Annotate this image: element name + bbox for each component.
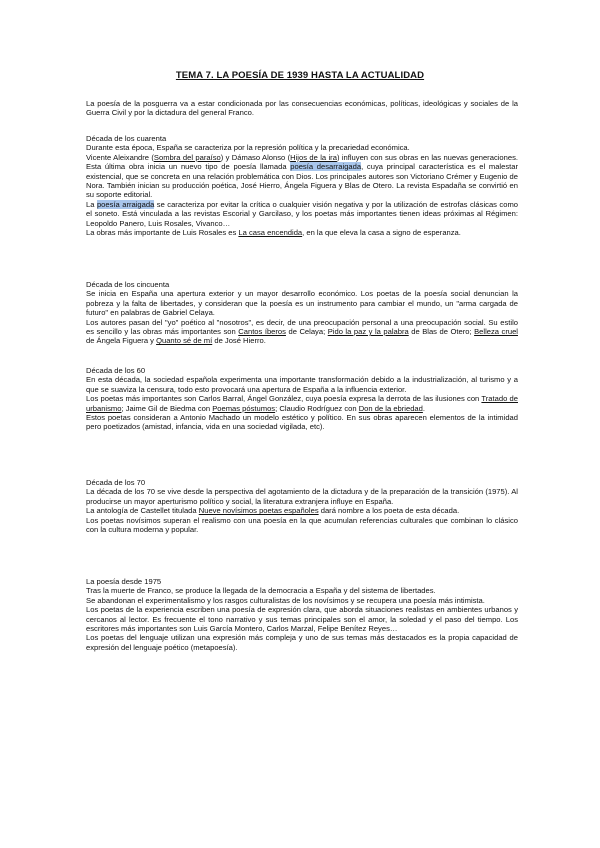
paragraph: Vicente Aleixandre (Sombra del paraíso) y Dámaso Alonso (Hijos de la ira) influyen con sus obras en las nuevas generaciones. Esta última obra inicia un nuevo tipo de poesía llamada poesía desarraigada, cuya principal característica es el malestar existencial, que se concreta en una relación problemática con Dios. Los principales autores son Victoriano Crémer y Eugenio de Nora. También inician su producción poética, José Hierro, Ángela Figuera y Blas de Otero. La revista Espadaña se convirtió en su soporte editorial.: [86, 152, 518, 200]
work-title: Poemas póstumos: [212, 403, 276, 413]
paragraph: La poesía arraigada se caracteriza por evitar la crítica o cualquier visión negativa y por la utilización de estrofas clásicas como el soneto. Está vinculada a las revistas Escorial y Garcilaso, y los poetas más importantes tienen ideas próximas al Régimen: Leopoldo Panero, Luis Rosales, Vivanco…: [86, 199, 519, 228]
paragraph: La obras más importante de Luis Rosales es La casa encendida, en la que eleva la casa a signo de esperanza.: [86, 228, 461, 238]
paragraph: Estos poetas consideran a Antonio Machado un modelo estético y político. En sus obras aparecen elementos de la intimidad pero poetizados (amistad, infancia, vida en una sociedad vigilada, etc).: [86, 413, 518, 432]
section-heading: Década de los 70: [86, 478, 146, 487]
work-title: Cantos íberos: [238, 327, 286, 337]
section-heading: Década de los 60: [86, 366, 146, 375]
paragraph: La antología de Castellet titulada Nueve novísimos poetas españoles dará nombre a los poeta de esta década.: [86, 506, 460, 516]
section-70s: [86, 478, 518, 534]
work-title: Belleza cruel: [474, 327, 518, 337]
paragraph: Los poetas novísimos superan el realismo con una poesía en la que acumulan referencias culturales que combinan lo clásico con la cultura moderna y popular.: [86, 515, 518, 535]
work-title: Tratado de urbanismo: [86, 394, 518, 413]
paragraph: Durante esta época, España se caracteriza por la represión política y la precariedad económica.: [86, 143, 410, 153]
work-title: Quanto sé de mí: [156, 336, 213, 346]
section-heading: Década de los cincuenta: [86, 280, 170, 289]
section-40s: [86, 134, 518, 237]
work-title: Sombra del paraíso: [153, 152, 221, 162]
paragraph: Los poetas más importantes son Carlos Barral, Ángel González, cuya poesía expresa la derrota de las ilusiones con Tratado de urbanismo; Jaime Gil de Biedma con Poemas póstumos; Claudio Rodríguez con Don de la ebriedad.: [86, 394, 518, 413]
work-title: La casa encendida: [238, 228, 303, 238]
highlighted-term: poesía desarraigada: [290, 162, 362, 172]
intro-paragraph: La poesía de la posguerra va a estar condicionada por las consecuencias económicas, políticas, ideológicas y sociales de la Guerra Civil y por la dictadura del general Franco.: [86, 99, 518, 118]
section-heading: La poesía desde 1975: [86, 577, 162, 586]
work-title: Don de la ebriedad: [358, 403, 423, 413]
intro-section: [86, 99, 518, 118]
section-since-1975: [86, 577, 518, 652]
paragraph: Los poetas del lenguaje utilizan una expresión más compleja y uno de sus temas más destacados es la propia capacidad de expresión del lenguaje poético (metapoesía).: [86, 633, 518, 652]
paragraph: Los poetas de la experiencia escriben una poesía de expresión clara, que aborda situaciones realistas en ambientes urbanos y cercanos al lector. Es frecuente el tono narrativo y sus temas principales son el amor, la soledad y el paso del tiempo. Los escritores más importantes son Luis García Montero, Carlos Marzal, Felipe Benítez Reyes…: [86, 605, 518, 634]
work-title: Hijos de la ira: [290, 152, 337, 162]
section-heading: Década de los cuarenta: [86, 134, 167, 143]
page-title: TEMA 7. LA POESÍA DE 1939 HASTA LA ACTUALIDAD: [175, 70, 425, 81]
section-50s: [86, 280, 518, 346]
section-60s: [86, 366, 518, 432]
paragraph: La década de los 70 se vive desde la perspectiva del agotamiento de la dictadura y de la preparación de la transición (1975). Al producirse un mayor aperturismo político y social, la literatura extranjera influye en España.: [86, 487, 518, 506]
work-title: Pido la paz y la palabra: [327, 327, 409, 337]
paragraph: Tras la muerte de Franco, se produce la llegada de la democracia a España y del sistema de libertades.: [86, 586, 436, 596]
highlighted-term: poesía arraigada: [96, 199, 155, 209]
work-title: Nueve novísimos poetas españoles: [198, 506, 319, 516]
paragraph: En esta década, la sociedad española experimenta una importante transformación debido a la industrialización, al turismo y a que se suaviza la censura, todo esto provocará una apertura de España a la influencia exterior.: [86, 375, 518, 394]
paragraph: Los autores pasan del "yo" poético al "nosotros", es decir, de una preocupación personal a una preocupación social. Su estilo es sencillo y las obras más importantes son Cantos íberos de Celaya; Pido la paz y la palabra de Blas de Otero; Belleza cruel de Ángela Figuera y Quanto sé de mí de José Hierro.: [86, 317, 518, 346]
paragraph: Se inicia en España una apertura exterior y un mayor desarrollo económico. Los poetas de la poesía social denuncian la pobreza y la falta de libertades, y consideran que la poesía es un instrumento para cambiar el mundo, un "arma cargada de futuro" en palabras de Gabriel Celaya.: [86, 289, 518, 318]
paragraph: Se abandonan el experimentalismo y los rasgos culturalistas de los novísimos y se recupera una poesía más intimista.: [86, 595, 485, 605]
